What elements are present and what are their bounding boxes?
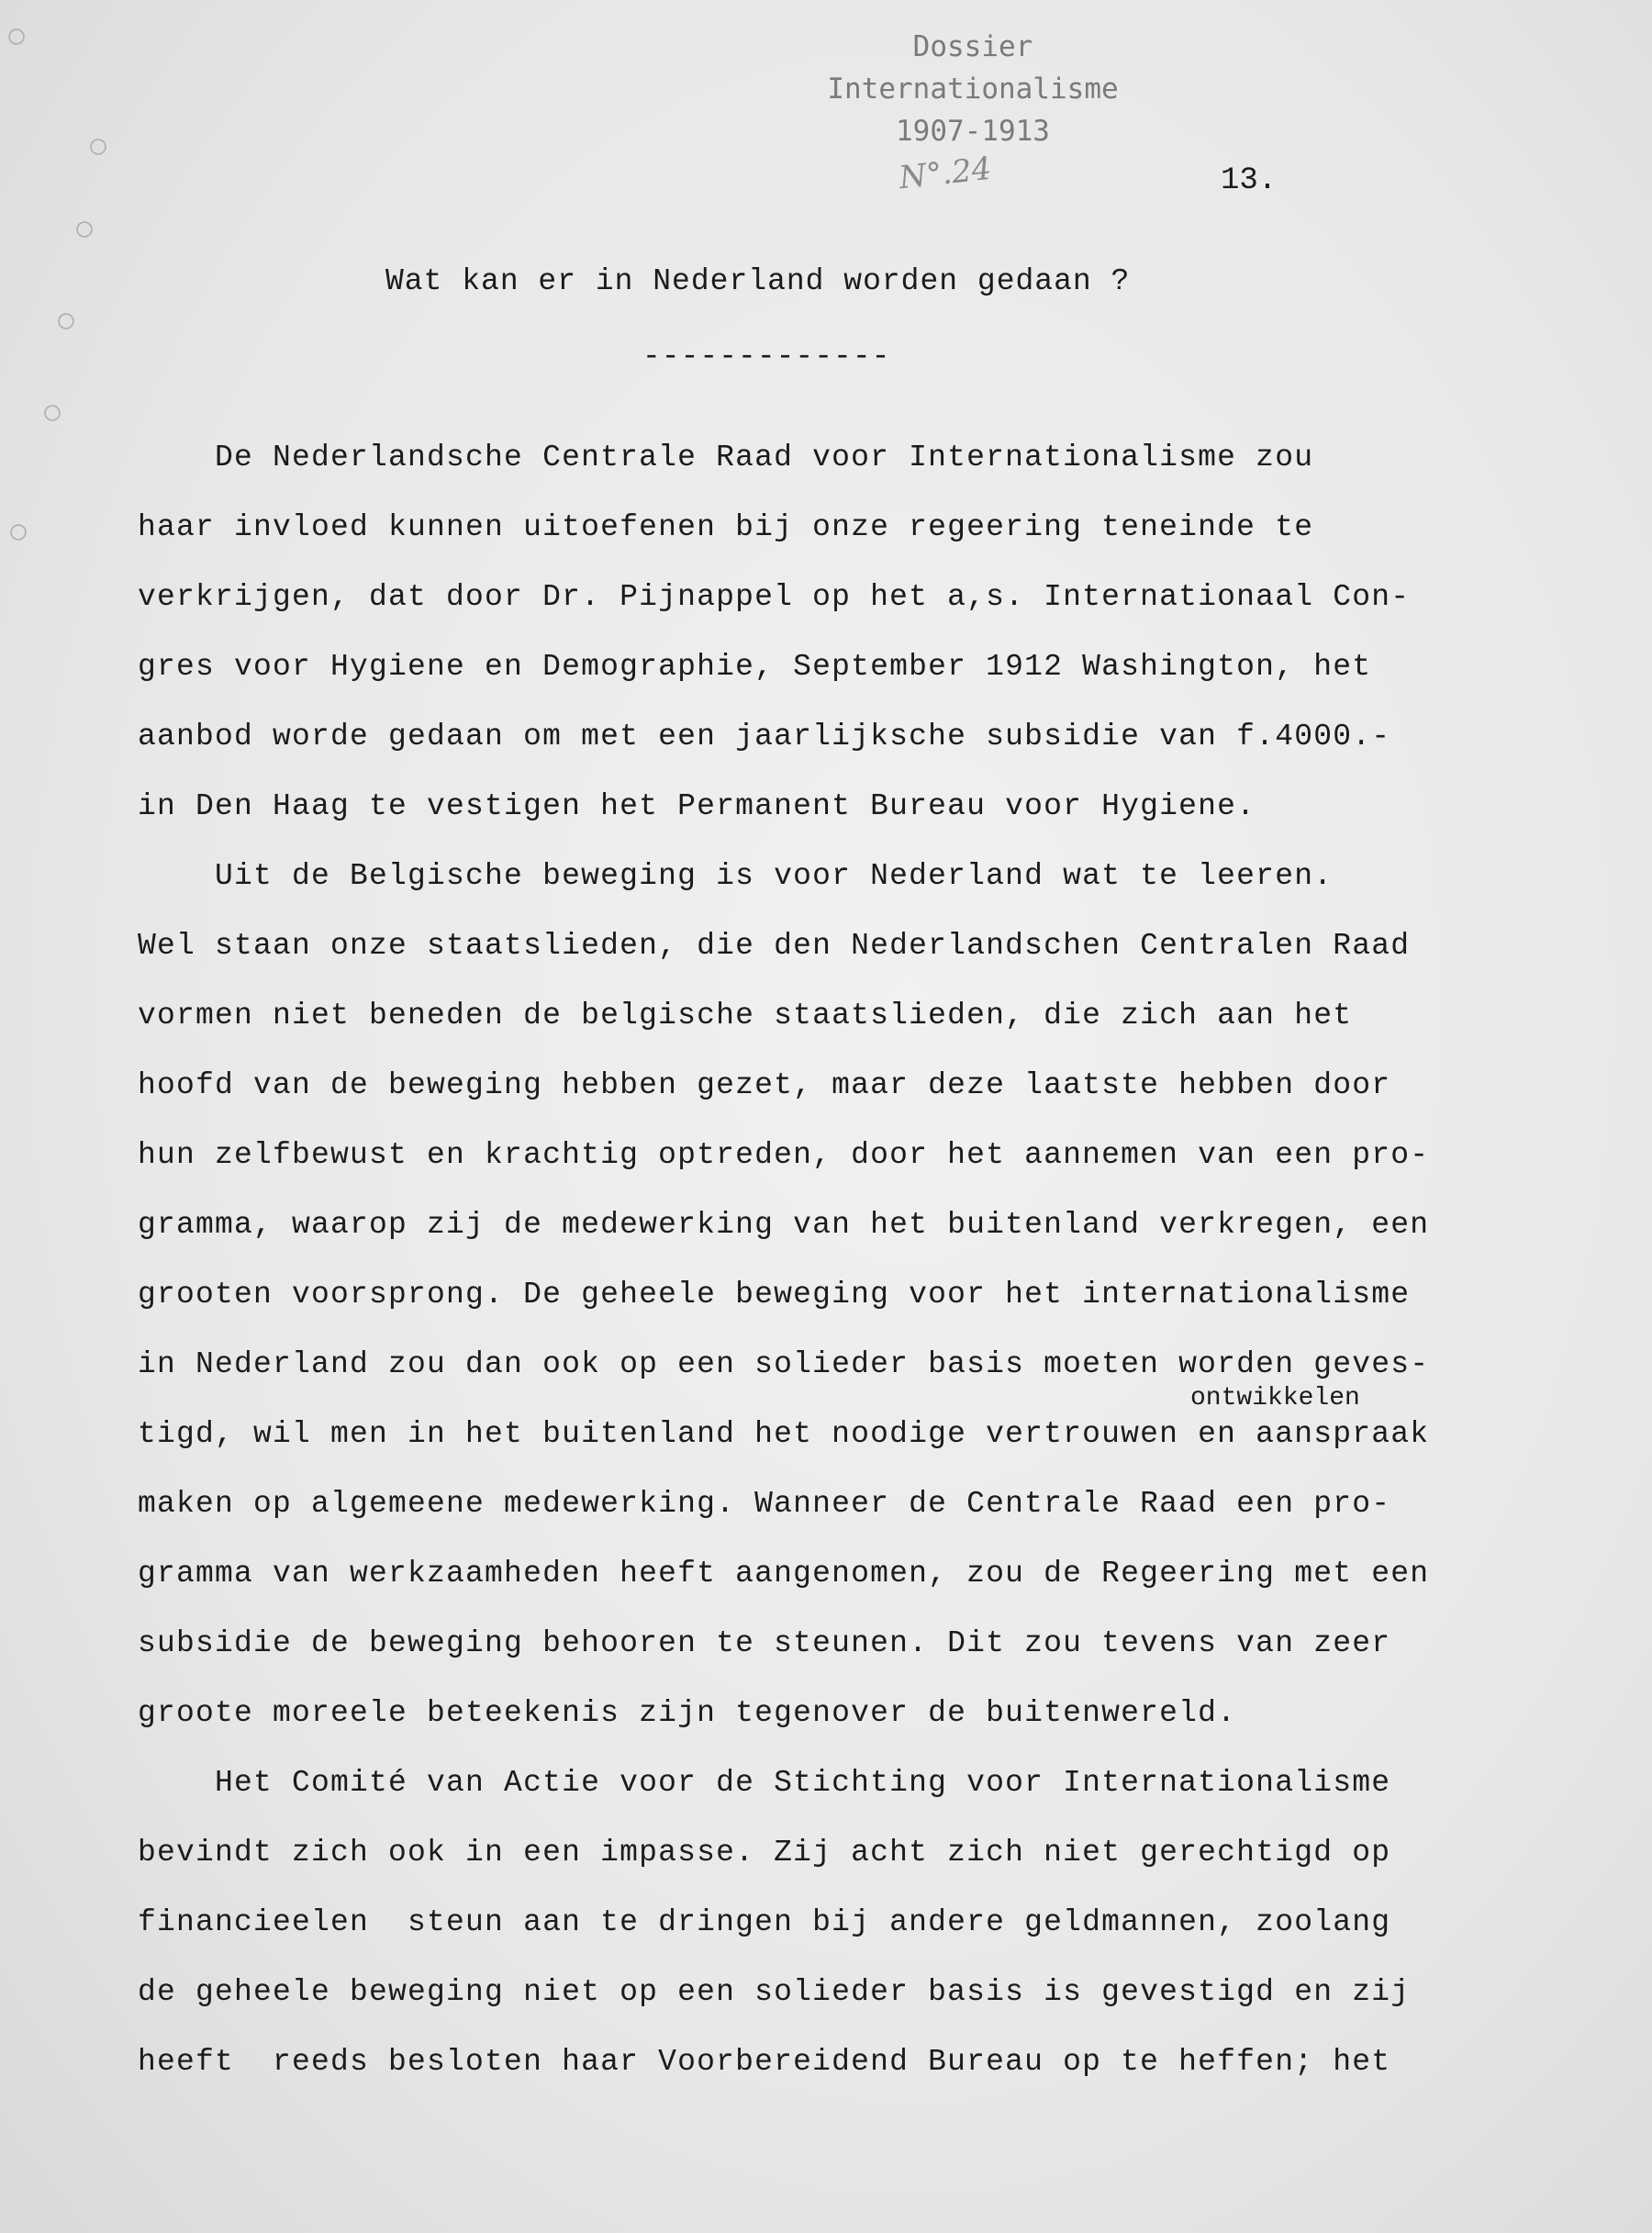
text-line: vormen niet beneden de belgische staatslieden, die zich aan het — [138, 999, 1353, 1033]
text-line: De Nederlandsche Centrale Raad voor Internationalisme zou — [138, 441, 1314, 475]
title-underline: ------------- — [642, 340, 891, 374]
text-line: bevindt zich ook in een impasse. Zij acht zich niet gerechtigd op — [138, 1836, 1391, 1870]
text-line: financieelen steun aan te dringen bij andere geldmannen, zoolang — [138, 1905, 1391, 1939]
text-line: hoofd van de beweging hebben gezet, maar deze laatste hebben door — [138, 1068, 1391, 1102]
stamp-line-2: Internationalisme — [827, 73, 1119, 106]
archive-stamp — [771, 26, 1175, 195]
page-number: 13. — [1221, 163, 1278, 198]
text-line: groote moreele beteekenis zijn tegenover de buitenwereld. — [138, 1696, 1237, 1730]
text-line: Het Comité van Actie voor de Stichting voor Internationalisme — [138, 1766, 1391, 1800]
text-line: subsidie de beweging behooren te steunen. Dit zou tevens van zeer — [138, 1626, 1391, 1660]
handwritten-number: N°.24 — [897, 150, 994, 197]
text-line: Uit de Belgische beweging is voor Nederland wat te leeren. — [138, 859, 1334, 893]
text-line: hun zelfbewust en krachtig optreden, door het aannemen van een pro- — [138, 1138, 1430, 1172]
interlinear-insertion: ontwikkelen — [1190, 1384, 1360, 1412]
document-page: ○ ○ ○ ○ ○ ○ Dossier Internationalisme 1907-1913 N°.24 13. Wat kan er in Nederland worden gedaan ? ------------- De Nederlandsche Centrale Raad voor Internationalisme zou haar invloed kunnen uitoefenen bij onze regeering teneinde te verkrijgen, dat door Dr. Pijnappel op het a,s. Internationaal Con- gres voor Hygiene en Demographie, September 1912 Washington, het aanbod worde gedaan om met een jaarlijksche subsidie van f.4000.- in Den Haag te vestigen het Permanent Bureau voor Hygiene. Uit de Belgische beweging is voor Nederland wat te leeren. Wel staan onze staatslieden, die den Nederlandschen Centralen Raad vormen niet beneden de belgische staatslieden, die zich aan het hoofd van de beweging hebben gezet, maar deze laatste hebben door hun zelfbewust en krachtig optreden, door het aannemen van een pro- gramma, waarop zij de medewerking van het buitenland verkregen, een grooten voorsprong. De geheele beweging voor het internationalisme in Nederland zou dan ook op een solieder basis moeten worden geves- ontwikkelen tigd, wil men in het buitenland het noodige vertrouwen en aanspraak maken op algemeene medewerking. Wanneer de Centrale Raad een pro- gramma van werkzaamheden heeft aangenomen, zou de Regeering met een subsidie de beweging behooren te steunen. Dit zou tevens van zeer groote moreele beteekenis zijn tegenover de buitenwereld. Het Comité van Actie voor de Stichting voor Internationalisme bevindt zich ook in een impasse. Zij acht zich niet gerechtigd op financieelen steun aan te dringen bij andere geldmannen, zoolang de geheele beweging niet op een solieder basis is gevestigd en zij heeft reeds besloten haar Voorbereidend Bureau op te heffen; het — [0, 0, 1652, 2233]
text-line: maken op algemeene medewerking. Wanneer de Centrale Raad een pro- — [138, 1487, 1391, 1521]
stamp-line-3: 1907-1913 — [896, 115, 1050, 148]
text-line: aanbod worde gedaan om met een jaarlijksche subsidie van f.4000.- — [138, 720, 1391, 754]
stamp-line-1: Dossier — [912, 30, 1033, 63]
text-line: in Nederland zou dan ook op een solieder basis moeten worden geves- — [138, 1347, 1430, 1381]
text-line: gramma, waarop zij de medewerking van het buitenland verkregen, een — [138, 1208, 1430, 1242]
document-title: Wat kan er in Nederland worden gedaan ? — [385, 264, 1131, 298]
text-line: Wel staan onze staatslieden, die den Nederlandschen Centralen Raad — [138, 929, 1411, 963]
text-line: de geheele beweging niet op een solieder basis is gevestigd en zij — [138, 1975, 1411, 2009]
text-line: in Den Haag te vestigen het Permanent Bureau voor Hygiene. — [138, 789, 1256, 823]
text-line: tigd, wil men in het buitenland het noodige vertrouwen en aanspraak — [138, 1417, 1430, 1451]
text-line: grooten voorsprong. De geheele beweging voor het internationalisme — [138, 1278, 1411, 1312]
text-line: haar invloed kunnen uitoefenen bij onze regeering teneinde te — [138, 510, 1314, 544]
text-line: verkrijgen, dat door Dr. Pijnappel op het a,s. Internationaal Con- — [138, 580, 1411, 614]
text-line: gramma van werkzaamheden heeft aangenomen, zou de Regeering met een — [138, 1557, 1430, 1591]
text-line: gres voor Hygiene en Demographie, September 1912 Washington, het — [138, 650, 1372, 684]
text-line: heeft reeds besloten haar Voorbereidend Bureau op te heffen; het — [138, 2045, 1391, 2079]
